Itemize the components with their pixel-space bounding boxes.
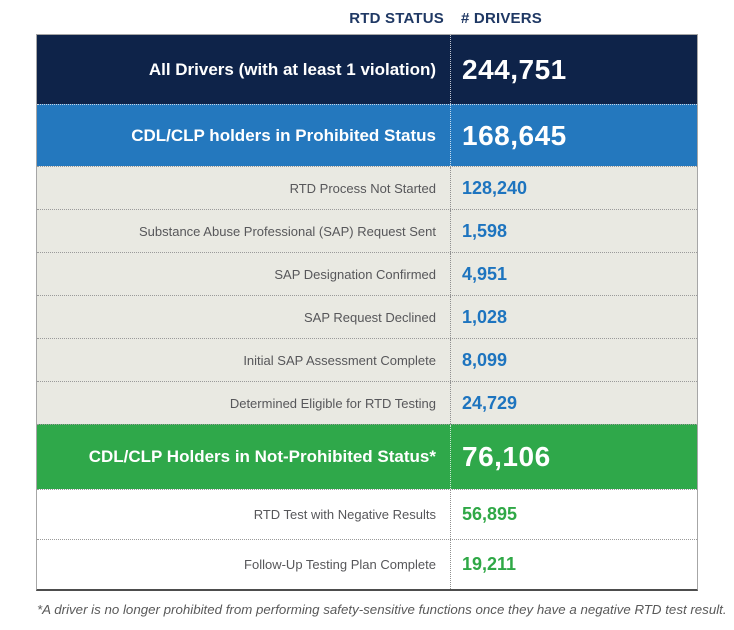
column-header-num-drivers: # DRIVERS [461, 10, 542, 27]
row-label: Substance Abuse Professional (SAP) Request Sent [138, 223, 436, 239]
table-row-rtd-not-started [37, 166, 697, 209]
table-row-sap-request-declined [37, 295, 697, 338]
row-label: Initial SAP Assessment Complete [243, 352, 436, 368]
rtd-status-table [36, 34, 698, 591]
row-label: CDL/CLP Holders in Not-Prohibited Status* [88, 447, 436, 466]
row-value: 8,099 [450, 339, 697, 381]
column-header-rtd-status: RTD STATUS [349, 10, 444, 27]
row-label: CDL/CLP holders in Prohibited Status [131, 125, 436, 145]
row-label: Follow-Up Testing Plan Complete [244, 557, 436, 572]
row-value: 19,211 [450, 540, 697, 589]
table-row-not-prohibited-status [37, 424, 697, 489]
table-row-sap-designation-confirmed [37, 252, 697, 295]
row-value: 4,951 [450, 253, 697, 295]
row-label: RTD Process Not Started [289, 180, 436, 196]
row-label: SAP Designation Confirmed [274, 266, 436, 282]
footnote: *A driver is no longer prohibited from performing safety-sensitive functions once they have a negative RTD test result. [37, 602, 727, 617]
row-label: SAP Request Declined [303, 309, 436, 325]
row-value: 24,729 [450, 382, 697, 424]
table-column-headers [36, 0, 698, 34]
table-row-rtd-negative-results [37, 489, 697, 539]
row-value: 56,895 [450, 490, 697, 539]
row-label: Determined Eligible for RTD Testing [229, 395, 436, 411]
row-label: RTD Test with Negative Results [253, 507, 436, 522]
table-row-eligible-rtd-testing [37, 381, 697, 424]
table-row-initial-sap-assessment [37, 338, 697, 381]
row-value: 1,028 [450, 296, 697, 338]
row-value: 168,645 [450, 105, 697, 166]
table-row-followup-plan-complete [37, 539, 697, 589]
row-value: 76,106 [450, 425, 697, 489]
row-value: 244,751 [450, 35, 697, 104]
table-row-prohibited-status [37, 104, 697, 166]
row-value: 128,240 [450, 167, 697, 209]
row-label: All Drivers (with at least 1 violation) [148, 59, 436, 79]
table-row-all-drivers [37, 35, 697, 104]
row-value: 1,598 [450, 210, 697, 252]
table-row-sap-request-sent [37, 209, 697, 252]
